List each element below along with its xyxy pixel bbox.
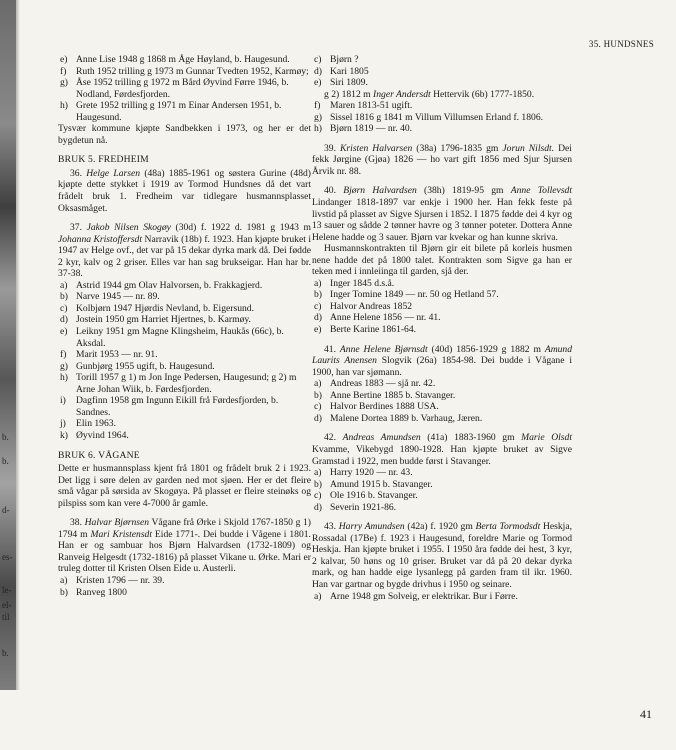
list-item: h) Bjørn 1819 — nr. 40. [314,123,413,135]
children-list [312,278,572,336]
entry-41: 41. Anne Helene Bjørnsdt (40d) 1856-1929 g 1882 m Amund Laurits Anensen Slogvik (26a) 1854-98. Dei budde i Vågane i 1900, han var sjømann. [312,343,573,378]
list-item: b) Amund 1915 b. Stavanger. [314,478,433,490]
person-name: Helge Larsen [86,167,141,179]
spouse-name: Johanna Kristoffersdt [58,233,143,245]
spouse-name: Berta Tormodsdt [475,521,541,533]
running-head: 35. HUNDSNES [588,39,654,49]
list-item: c) Kolbjørn 1947 Hjørdis Nevland, b. Eigersund. [60,302,254,314]
children-list [58,280,311,442]
gutter-fragment: le- [2,585,12,595]
list-item: a) Andreas 1883 — sjå nr. 42. [314,378,436,390]
children-list [58,575,311,598]
spouse-name: Inger Andersdt [373,88,431,100]
section-heading-bruk-6: BRUK 6. VÅGANE [58,449,140,461]
item-label: e) [60,54,68,65]
item-label: f) [60,65,67,77]
gutter-fragment: es- [2,552,13,562]
item-label: g) [60,77,68,89]
person-name: Anne Helene Bjørnsdt [339,343,428,355]
list-item [58,77,311,100]
list-item: e) Siri 1809. [314,77,368,89]
list-item: d) Kari 1805 [314,65,369,77]
contract-note: Husmannskontrakten til Bjørn gir eit bilete på korleis husmen nene hadde det på 1800 talet. Kontrakten som Sigve ga han er teken med i innleiinga til garden, sjå der. [312,243,572,278]
entry-38: 38. Halvar Bjørnsen Vågane frå Ørke i Skjold 1767-1850 g 1) 1794 m Mari Kristensdt Eide 1771-. Dei budde i Vågene i 1801. Han er og sambuar hos Bjørn Halvardsen (1732-1809) og Ranveig Helgesdt (1732-1816) på plasset Vikane u. Ørke. Mari er truleg dotter til Kristen Olsen Eide u. Austerli. [58,517,311,575]
adjacent-page-gutter [0,0,28,750]
list-item: a) Kristen 1796 — nr. 39. [60,574,165,586]
list-item: a) Inger 1845 d.s.å. [314,277,395,289]
list-item: b) Narve 1945 — nr. 89. [60,291,160,303]
list-item: c) Halvor Andreas 1852 [314,300,413,312]
list-item [58,66,311,78]
children-list [312,100,572,135]
right-column [312,54,572,602]
list-item: f) Maren 1813-51 ugift. [314,100,413,112]
children-list [312,378,572,424]
person-name: Bjørn Halvardsen [343,185,417,197]
gutter-fragment: b. [2,648,9,658]
spouse-name: Anne Tollevsdt [510,185,573,197]
spouse-name: Marie Olsdt [521,432,572,444]
list-item: c) Halvor Berdines 1888 USA. [314,401,439,413]
list-item: g) Gunbjørg 1955 ugift, b. Haugesund. [60,360,215,372]
page-number: 41 [640,707,652,721]
children-list [312,54,572,89]
entry-36: 36. Helge Larsen (48a) 1885-1961 og søstera Gurine (48d) kjøpte dette stykket i 1919 av Tormod Hundsnes då det vart frådelt bruk 1. Fredheim var tidlegare husmannsplasset Oksasmåget. [58,167,311,214]
gutter-fragment: b. [2,456,9,466]
entry-40: 40. Bjørn Halvardsen (38h) 1819-95 gm Anne Tollevsdt Lindanger 1818-1897 var enkje i 1900 her. Han fekk feste på livstid på plasset av Sigve Sjursen i 1852. I 1875 fødde dei 4 kyr og 13 sauer og sådde 2 tønner havre og 3 tønner poteter. Dottera Anne Helene hadde og 3 sauer. Bjørn var kvekar og han kunne skriva. [312,185,573,243]
spouse-name: Jorun Nilsdt. [502,142,555,154]
item-label: h) [60,100,68,112]
entry-43: 43. Harry Amundsen (42a) f. 1920 gm Berta Tormodsdt Heskja, Rossadal (17Be) f. 1923 i Haugesund, foreldre Marie og Tormod Heskja. Han kjøpte bruket i 1955. I 1950 åra fødde dei hest, 3 kyr, 2 kalvar, 50 høns og 10 griser. Bruket var då på 20 dekar dyrka mark, og han hadde eige lysanlegg på garden fram til ikr. 1960. Han var gartnar og bygde drivhus i 1950 og seinare. [312,521,573,590]
children-list [58,54,311,123]
spouse-name: Amund Laurits Anensen [312,343,573,367]
list-item: b) Ranveg 1800 [60,586,127,598]
item-text: Grete 1952 trilling g 1971 m Einar Andersen 1951, b. Haugesund. [76,100,282,123]
second-marriage: g 2) 1812 m Inger Andersdt Hettervik (6b) 1777-1850. [324,88,535,100]
gutter-fragment: til [2,612,10,622]
list-item: f) Marit 1953 — nr. 91. [60,349,158,361]
children-list [312,591,572,603]
person-name: Halvar Bjørnsen [84,517,150,529]
list-item: e) Berte Karine 1861-64. [314,324,417,336]
list-item: j) Elin 1963. [60,418,116,430]
item-text: Åse 1952 trilling g 1972 m Bård Øyvind Førre 1946, b. Nodland, Førdesfjorden. [76,77,289,100]
list-item: c) Ole 1916 b. Stavanger. [314,490,418,502]
person-name: Harry Amundsen [338,521,405,533]
list-item: h) Torill 1957 g 1) m Jon Inge Pedersen, Haugesund; g 2) m Arne Johan Wiik, b. Førdesfjorden. [60,372,297,395]
entry-37: 37. Jakob Nilsen Skogøy (30d) f. 1922 d. 1981 g 1943 m Johanna Kristoffersdt Narravik (18b) f. 1923. Han kjøpte bruket i 1947 av Helge ovf., det var på 15 dekar dyrka mark då. Dei fødde 2 kyr, kalv og 2 griser. Elles var han sag brukseigar. Han har br. 37-38. [58,222,312,280]
list-item: d) Severin 1921-86. [314,501,397,513]
list-item: a) Arne 1948 gm Solveig, er elektrikar. Bur i Førre. [314,590,518,602]
spouse-name: Mari Kristensdt [90,528,153,540]
list-item [58,100,311,123]
list-item: b) Inger Tomine 1849 — nr. 50 og Hetland 57. [314,289,499,301]
entry-39: 39. Kristen Halvarsen (38a) 1796-1835 gm Jorun Nilsdt. Dei fekk Jørgine (Gjøa) 1826 — ho vart gift 1856 med Sjur Sjursen Årvik nr. 88. [312,142,572,177]
list-item: b) Anne Bertine 1885 b. Stavanger. [314,389,456,401]
entry-42: 42. Andreas Amundsen (41a) 1883-1960 gm Marie Olsdt Kvamme, Vikebygd 1890-1928. Han kjøpte bruket av Sigve Gramstad i 1922, men budde først i Stavanger. [312,432,572,467]
list-item: e) Leikny 1951 gm Magne Klingsheim, Haukås (66c), b. Aksdal. [60,326,284,349]
list-item [58,54,311,66]
children-list [312,467,572,513]
gutter-fragment: b. [2,432,9,442]
list-item: k) Øyvind 1964. [60,429,129,441]
person-name: Andreas Amundsen [342,432,421,444]
item-text: Anne Lise 1948 g 1868 m Åge Høyland, b. Haugesund. [76,54,290,65]
list-item: d) Anne Helene 1856 — nr. 41. [314,312,441,324]
list-item: a) Astrid 1944 gm Olav Halvorsen, b. Frakkagjerd. [60,279,263,291]
tysvaer-note: Tysvær kommune kjøpte Sandbekken i 1973, og her er det bygdetun nå. [58,123,311,146]
list-item: d) Jostein 1950 gm Harriet Hjertnes, b. Karmøy. [60,314,251,326]
item-text: Ruth 1952 trilling g 1973 m Gunnar Tvedten 1952, Karmøy; [76,65,309,77]
person-name: Jakob Nilsen Skogøy [86,222,171,234]
left-column [58,54,311,598]
list-item: c) Bjørn ? [314,54,359,65]
gutter-fragment: el- [2,600,12,610]
list-item: g) Sissel 1816 g 1841 m Villum Villumsen Erland f. 1806. [314,111,544,123]
person-name: Kristen Halvarsen [340,142,413,154]
gutter-fragment: d- [2,505,10,515]
list-item: d) Malene Dortea 1889 b. Varhaug, Jæren. [314,412,483,424]
bruk-6-description: Dette er husmannsplass kjent frå 1801 og frådelt bruk 2 i 1923. Det ligg i søre delen av garden ned mot sjøen. Her er det fleire små vågar på sørsida av Skogøya. På plasset er fleire steinøks og pilspiss som kan vere 4-7000 år gamle. [58,463,311,509]
list-item: a) Harry 1920 — nr. 43. [314,467,413,479]
section-heading-bruk-5: BRUK 5. FREDHEIM [58,154,149,166]
list-item: i) Dagfinn 1958 gm Ingunn Eikill frå Førdesfjorden, b. Sandnes. [60,395,279,418]
